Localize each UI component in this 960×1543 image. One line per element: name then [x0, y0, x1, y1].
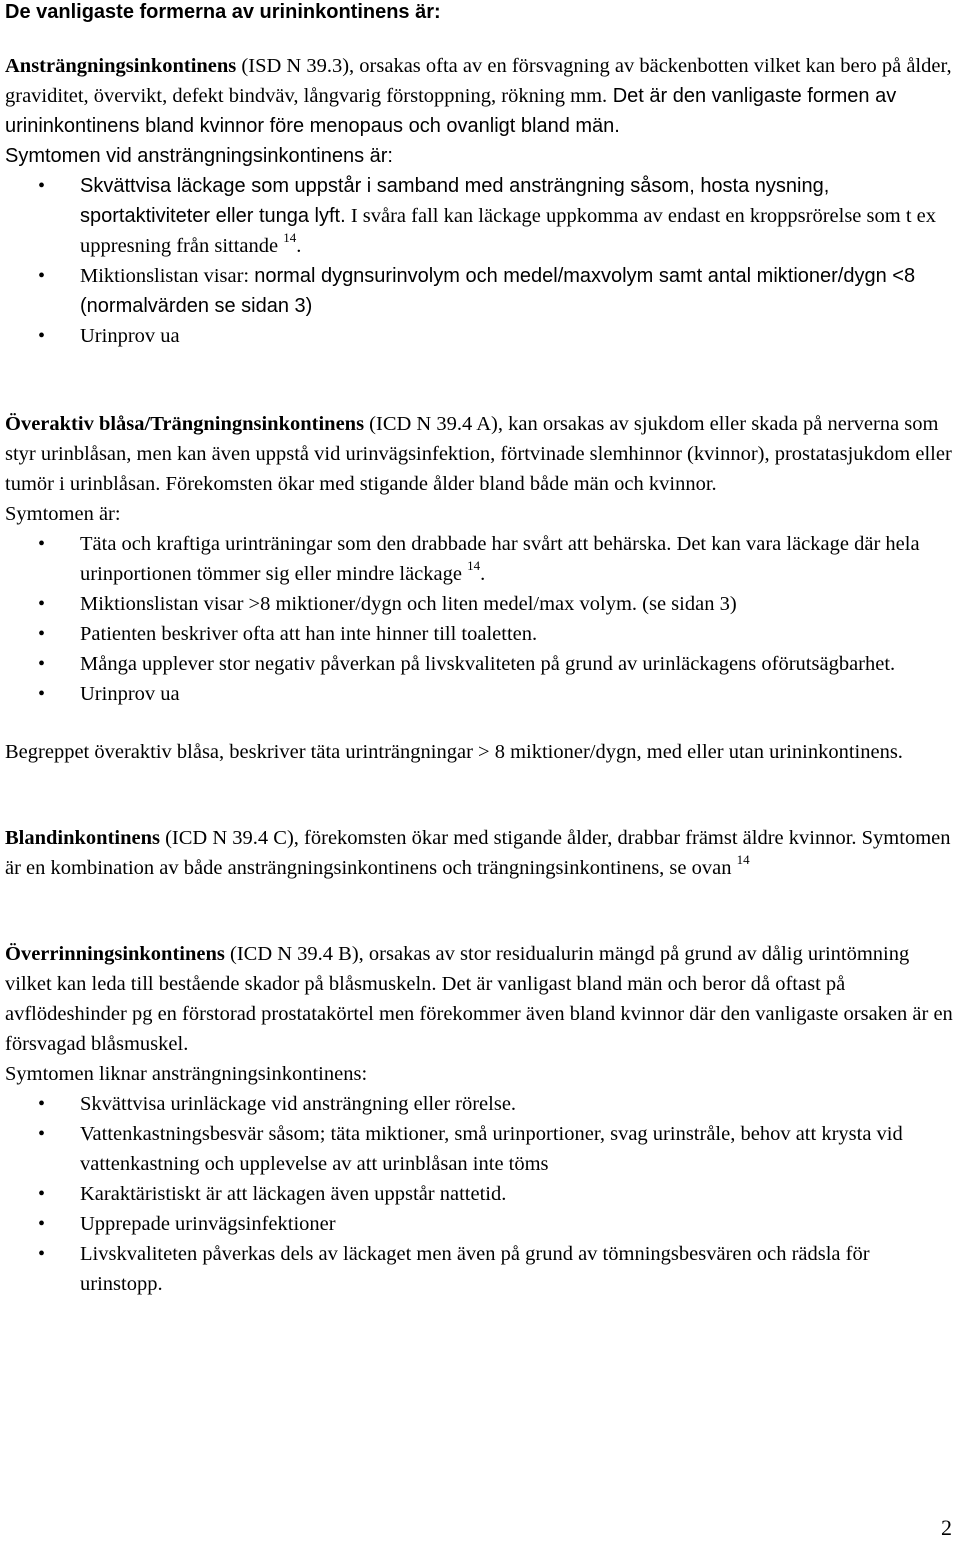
- mixed-incontinence-term: Blandinkontinens: [5, 827, 160, 849]
- bullet-icon: •: [38, 653, 46, 675]
- bullet-icon: •: [38, 175, 46, 197]
- list-item: • Miktionslistan visar: normal dygnsurinvolym och medel/maxvolym samt antal miktioner/dygn <8 (normalvärden se sidan 3): [5, 261, 955, 321]
- list-item: • Många upplever stor negativ påverkan på livskvaliteten på grund av urinläckagens oförutsägbarhet.: [5, 649, 955, 679]
- overflow-incontinence-description: Överrinningsinkontinens (ICD N 39.4 B), orsakas av stor residualurin mängd på grund av dålig urintömning vilket kan leda till bestående skador på blåsmuskeln. Det är vanligast bland män och beror då oftast på avflödeshinder pg en förstorad prostatakörtel men förekommer även bland kvinnor där den vanligaste orsaken är en försvagad blåsmuskel.: [5, 943, 953, 1055]
- list-item: • Upprepade urinvägsinfektioner: [5, 1209, 955, 1239]
- list-item: • Miktionslistan visar >8 miktioner/dygn och liten medel/max volym. (se sidan 3): [5, 589, 955, 619]
- list-item: • Livskvaliteten påverkas dels av läckaget men även på grund av tömningsbesvären och rädsla för urinstopp.: [5, 1239, 955, 1299]
- page-heading: De vanligaste formerna av urininkontinens är:: [5, 1, 441, 23]
- stress-symptoms-intro: Symtomen vid ansträngningsinkontinens är:: [5, 145, 393, 167]
- overactive-bladder-description: Överaktiv blåsa/Trängningnsinkontinens (ICD N 39.4 A), kan orsakas av sjukdom eller skada på nerverna som styr urinblåsan, men kan även uppstå vid urinvägsinfektion, förtvinade slemhinnor (kvinnor), prostatasjukdom eller tumör i urinblåsan. Förekomsten ökar med stigande ålder bland både män och kvinnor.: [5, 413, 952, 495]
- bullet-icon: •: [38, 593, 46, 615]
- stress-symptoms-list: [5, 171, 955, 351]
- bullet-icon: •: [38, 265, 46, 287]
- bullet-icon: •: [38, 1123, 46, 1145]
- document-page: [5, 0, 955, 1299]
- bullet-icon: •: [38, 1243, 46, 1265]
- page-number: 2: [941, 1515, 952, 1540]
- overactive-bladder-note: Begreppet överaktiv blåsa, beskriver täta urinträngningar > 8 miktioner/dygn, med eller utan urininkontinens.: [5, 741, 903, 763]
- stress-incontinence-term: Ansträngningsinkontinens: [5, 55, 237, 77]
- overactive-symptoms-list: [5, 529, 955, 709]
- overactive-symptoms-intro: Symtomen är:: [5, 503, 121, 525]
- list-item: • Skvättvisa urinläckage vid ansträngning eller rörelse.: [5, 1089, 955, 1119]
- list-item: • Vattenkastningsbesvär såsom; täta miktioner, små urinportioner, svag urinstråle, behov att krysta vid vattenkastning och upplevelse av att urinblåsan inte töms: [5, 1119, 955, 1179]
- stress-incontinence-description: Ansträngningsinkontinens (ISD N 39.3), orsakas ofta av en försvagning av bäckenbotten vilket kan bero på ålder, graviditet, övervikt, defekt bindväv, långvarig förstoppning, rökning mm. Det är den vanligaste formen av urininkontinens bland kvinnor före menopaus och ovanligt bland män.: [5, 55, 952, 137]
- bullet-icon: •: [38, 1093, 46, 1115]
- list-item: • Patienten beskriver ofta att han inte hinner till toaletten.: [5, 619, 955, 649]
- list-item: • Täta och kraftiga urinträningar som den drabbade har svårt att behärska. Det kan vara läckage där hela urinportionen tömmer sig eller mindre läckage $^{14}$.: [5, 529, 955, 589]
- list-item: • Urinprov ua: [5, 679, 955, 709]
- overflow-incontinence-term: Överrinningsinkontinens: [5, 943, 225, 965]
- overflow-symptoms-list: [5, 1089, 955, 1299]
- bullet-icon: •: [38, 533, 46, 555]
- list-item: • Urinprov ua: [5, 321, 955, 351]
- overactive-bladder-term: Överaktiv blåsa/Trängningnsinkontinens: [5, 413, 365, 435]
- list-item: • Karaktäristiskt är att läckagen även uppstår nattetid.: [5, 1179, 955, 1209]
- bullet-icon: •: [38, 623, 46, 645]
- bullet-icon: •: [38, 1213, 46, 1235]
- overflow-symptoms-intro: Symtomen liknar ansträngningsinkontinens:: [5, 1063, 368, 1085]
- bullet-icon: •: [38, 1183, 46, 1205]
- list-item: • Skvättvisa läckage som uppstår i samband med ansträngning såsom, hosta nysning, sportaktiviteter eller tunga lyft. I svåra fall kan läckage uppkomma av endast en kroppsrörelse som t ex uppresning från sittande $^{14}$.: [5, 171, 955, 261]
- mixed-incontinence-description: Blandinkontinens (ICD N 39.4 C), förekomsten ökar med stigande ålder, drabbar främst äldre kvinnor. Symtomen är en kombination av både ansträngningsinkontinens och trängningsinkontinens, se ovan $^{14}$: [5, 827, 951, 879]
- bullet-icon: •: [38, 325, 46, 347]
- bullet-icon: •: [38, 683, 46, 705]
